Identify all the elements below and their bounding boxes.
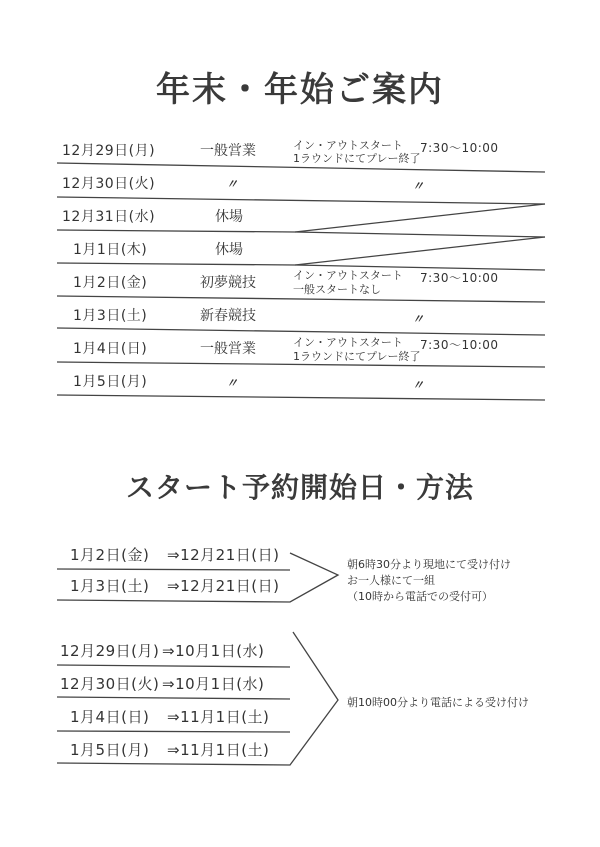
reserve-date: ⇒11月1日(土) xyxy=(167,708,270,726)
row-time: 7:30～10:00 xyxy=(420,141,499,155)
row-note: 一般スタートなし xyxy=(293,283,381,296)
section-title: スタート予約開始日・方法 xyxy=(125,471,474,504)
row-date: 1月2日(金) xyxy=(73,275,148,291)
row-note: イン・アウトスタート xyxy=(293,269,403,282)
row-date: 12月29日(月) xyxy=(62,143,156,159)
row-status: 初夢競技 xyxy=(200,275,256,291)
row-note: イン・アウトスタート xyxy=(293,139,403,152)
ditto-mark: 〃 xyxy=(226,376,239,390)
play-date: 1月4日(日) xyxy=(70,708,150,726)
row-date: 1月1日(木) xyxy=(73,242,148,258)
row-date: 1月4日(日) xyxy=(73,341,148,357)
row-time: 7:30～10:00 xyxy=(420,338,499,352)
row-time: 7:30～10:00 xyxy=(420,271,499,285)
play-date: 12月30日(火) xyxy=(60,675,160,693)
reservation-note: 朝6時30分より現地にて受け付け xyxy=(347,558,511,571)
reservation-note: お一人様にて一組 xyxy=(347,574,435,587)
reserve-date: ⇒10月1日(水) xyxy=(162,642,265,660)
row-date: 1月5日(月) xyxy=(73,374,148,390)
ditto-mark: 〃 xyxy=(412,312,425,326)
play-date: 12月29日(月) xyxy=(60,642,160,660)
ditto-mark: 〃 xyxy=(412,378,425,392)
page-title: 年末・年始ご案内 xyxy=(156,70,444,110)
row-date: 1月3日(土) xyxy=(73,308,148,324)
play-date: 1月5日(月) xyxy=(70,741,150,759)
row-note: 1ラウンドにてプレー終了 xyxy=(293,152,421,165)
play-date: 1月2日(金) xyxy=(70,546,150,564)
reservation-note: （10時から電話での受付可） xyxy=(347,590,493,603)
row-date: 12月31日(水) xyxy=(62,209,156,225)
ditto-mark: 〃 xyxy=(412,179,425,193)
reserve-date: ⇒11月1日(土) xyxy=(167,741,270,759)
reserve-date: ⇒12月21日(日) xyxy=(167,577,280,595)
ditto-mark: 〃 xyxy=(226,177,239,191)
row-note: イン・アウトスタート xyxy=(293,336,403,349)
play-date: 1月3日(土) xyxy=(70,577,150,595)
reserve-date: ⇒12月21日(日) xyxy=(167,546,280,564)
row-status: 一般営業 xyxy=(200,143,256,159)
reservation-note: 朝10時00分より電話による受け付け xyxy=(347,696,529,709)
row-status: 新春競技 xyxy=(200,308,256,324)
row-status: 休場 xyxy=(215,242,243,258)
row-status: 一般営業 xyxy=(200,341,256,357)
row-date: 12月30日(火) xyxy=(62,176,156,192)
row-status: 休場 xyxy=(215,209,243,225)
row-note: 1ラウンドにてプレー終了 xyxy=(293,350,421,363)
reserve-date: ⇒10月1日(水) xyxy=(162,675,265,693)
